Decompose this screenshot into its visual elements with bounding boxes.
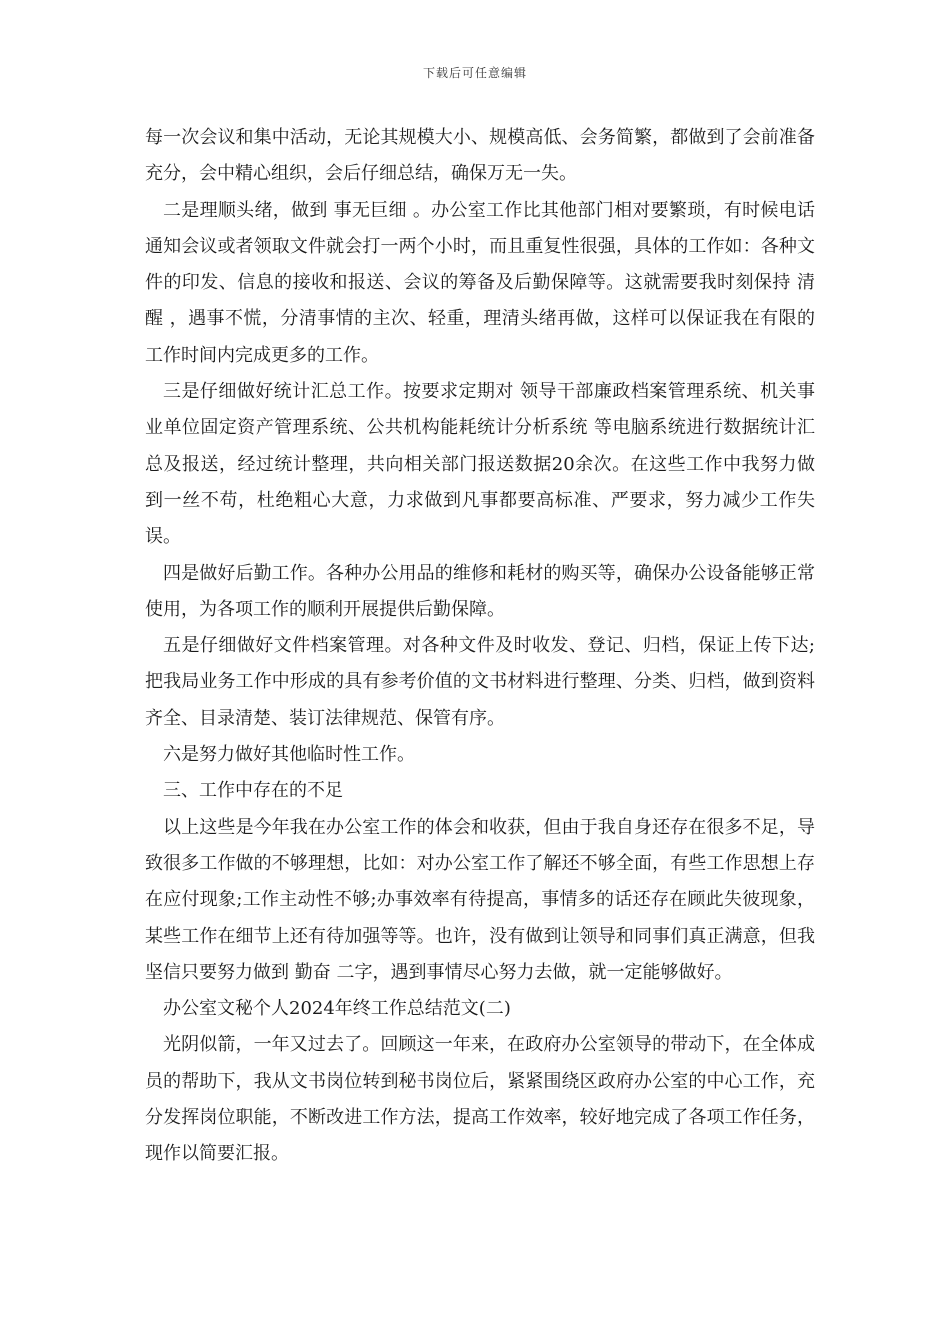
paragraph-point-four: 四是做好后勤工作。各种办公用品的维修和耗材的购买等，确保办公设备能够正常使用，为各项工作的顺利开展提供后勤保障。 xyxy=(145,562,815,620)
paragraph-point-six: 六是努力做好其他临时性工作。 xyxy=(163,744,415,766)
paragraph-point-two: 二是理顺头绪，做到 事无巨细 。办公室工作比其他部门相对要繁琐，有时候电话通知会议或者领取文件就会打一两个小时，而且重复性很强，具体的工作如：各种文件的印发、信息的接收和报送、会议的筹备及后勤保障等。这就需要我时刻保持 清醒 ，遇事不慌，分清事情的主次、轻重，理清头绪再做，这样可以保证我在有限的工作时间内完成更多的工作。 xyxy=(145,199,815,366)
paragraph-meeting-preparation: 每一次会议和集中活动，无论其规模大小、规模高低、会务简繁，都做到了会前准备充分，会中精心组织，会后仔细总结，确保万无一失。 xyxy=(145,127,815,185)
page-header: 下载后可任意编辑 xyxy=(422,66,527,80)
paragraph-point-three: 三是仔细做好统计汇总工作。按要求定期对 领导干部廉政档案管理系统、机关事业单位固定资产管理系统、公共机构能耗统计分析系统 等电脑系统进行数据统计汇总及报送，经过统计整理，共向相关部门报送数据20余次。在这些工作中我努力做到一丝不苟，杜绝粗心大意，力求做到凡事都要高标准、严要求，努力减少工作失误。 xyxy=(145,381,815,548)
paragraph-shortcomings: 以上这些是今年我在办公室工作的体会和收获，但由于我自身还存在很多不足，导致很多工作做的不够理想，比如：对办公室工作了解还不够全面，有些工作思想上存在应付现象;工作主动性不够;办事效率有待提高，事情多的话还存在顾此失彼现象，某些工作在细节上还有待加强等等。也许，没有做到让领导和同事们真正满意，但我坚信只要努力做到 勤奋 二字，遇到事情尽心努力去做，就一定能够做好。 xyxy=(145,816,815,983)
paragraph-point-five: 五是仔细做好文件档案管理。对各种文件及时收发、登记、归档，保证上传下达;把我局业务工作中形成的具有参考价值的文书材料进行整理、分类、归档，做到资料齐全、目录清楚、装订法律规范、保管有序。 xyxy=(145,635,815,729)
document-title-part-two: 办公室文秘个人2024年终工作总结范文(二) xyxy=(163,998,511,1020)
paragraph-intro-part-two: 光阴似箭，一年又过去了。回顾这一年来，在政府办公室领导的带动下，在全体成员的帮助下，我从文书岗位转到秘书岗位后，紧紧围绕区政府办公室的中心工作，充分发挥岗位职能，不断改进工作方法，提高工作效率，较好地完成了各项工作任务，现作以简要汇报。 xyxy=(145,1034,815,1165)
document-body xyxy=(145,120,815,1173)
section-heading-shortcomings: 三、工作中存在的不足 xyxy=(163,780,343,802)
